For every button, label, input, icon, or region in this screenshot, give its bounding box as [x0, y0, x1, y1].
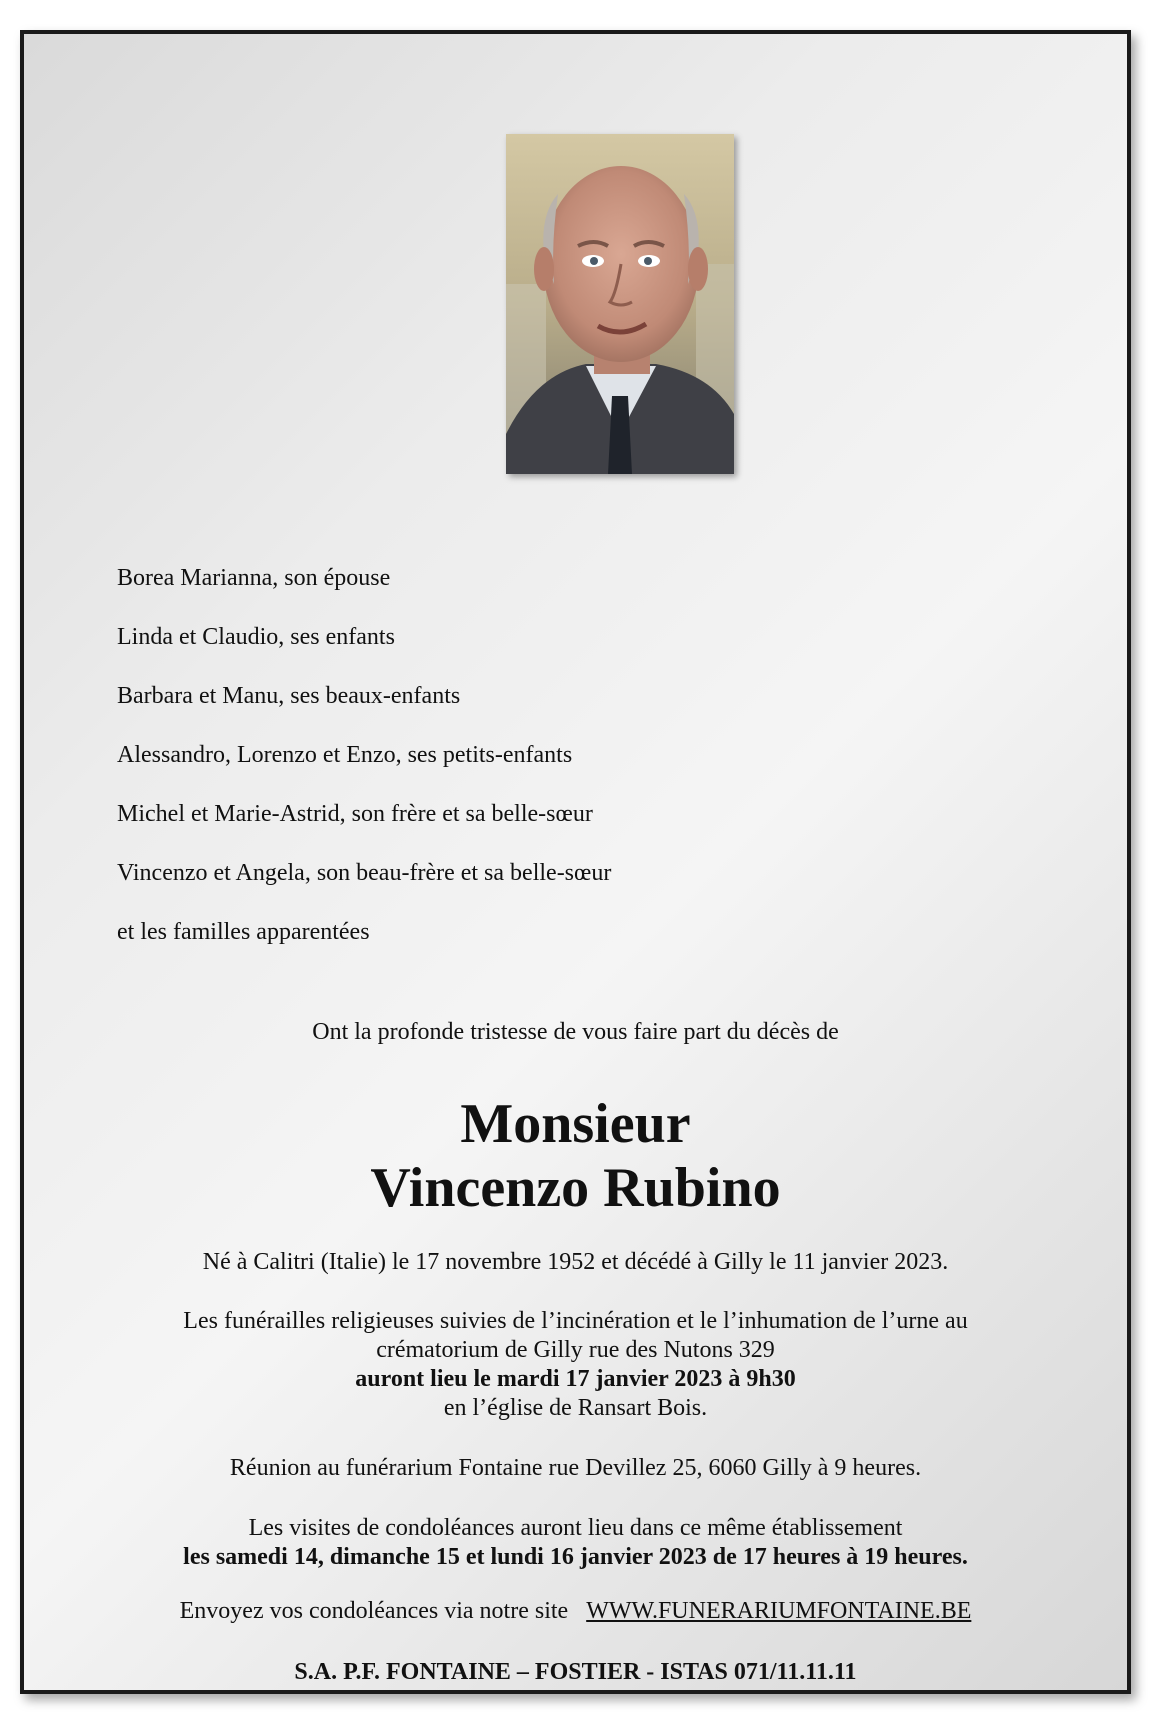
- website-link[interactable]: WWW.FUNERARIUMFONTAINE.BE: [586, 1598, 972, 1624]
- obituary-card: [20, 30, 1131, 1694]
- funeral-line-4: en l’église de Ransart Bois.: [443, 1395, 708, 1421]
- deceased-name-block: [24, 1092, 1127, 1220]
- announcement-intro: Ont la profonde tristesse de vous faire part du décès de: [312, 1019, 839, 1045]
- family-line-relatives: et les familles apparentées: [117, 919, 370, 945]
- deceased-name: Vincenzo Rubino: [370, 1157, 781, 1219]
- condolences-line: [24, 1598, 1127, 1625]
- family-line-brother-in-law: Vincenzo et Angela, son beau-frère et sa belle-sœur: [117, 860, 612, 886]
- portrait-photo: [506, 134, 734, 474]
- family-line-children: Linda et Claudio, ses enfants: [117, 624, 395, 650]
- reunion-line: Réunion au funérarium Fontaine rue Devillez 25, 6060 Gilly à 9 heures.: [229, 1455, 922, 1481]
- family-line-grandchildren: Alessandro, Lorenzo et Enzo, ses petits-enfants: [117, 742, 573, 768]
- family-list: [117, 564, 917, 977]
- condolences-text: Envoyez vos condoléances via notre site: [179, 1598, 569, 1624]
- funeral-details: [24, 1307, 1127, 1423]
- visits-dates: les samedi 14, dimanche 15 et lundi 16 janvier 2023 de 17 heures à 19 heures.: [183, 1544, 968, 1570]
- funeral-line-1: Les funérailles religieuses suivies de l’incinération et le l’inhumation de l’urne au: [183, 1308, 968, 1334]
- deceased-title: Monsieur: [460, 1093, 691, 1155]
- portrait-illustration: [506, 134, 734, 474]
- funeral-date: auront lieu le mardi 17 janvier 2023 à 9h30: [355, 1366, 796, 1392]
- visits-details: [24, 1514, 1127, 1572]
- family-line-spouse: Borea Marianna, son épouse: [117, 565, 391, 591]
- funeral-home-footer: S.A. P.F. FONTAINE – FOSTIER - ISTAS 071/11.11.11: [294, 1659, 857, 1685]
- family-line-brother: Michel et Marie-Astrid, son frère et sa belle-sœur: [117, 801, 593, 827]
- funeral-line-2: crématorium de Gilly rue des Nutons 329: [376, 1337, 775, 1363]
- birth-death-line: Né à Calitri (Italie) le 17 novembre 1952 et décédé à Gilly le 11 janvier 2023.: [202, 1249, 949, 1275]
- visits-line-1: Les visites de condoléances auront lieu dans ce même établissement: [248, 1515, 903, 1541]
- family-line-stepchildren: Barbara et Manu, ses beaux-enfants: [117, 683, 461, 709]
